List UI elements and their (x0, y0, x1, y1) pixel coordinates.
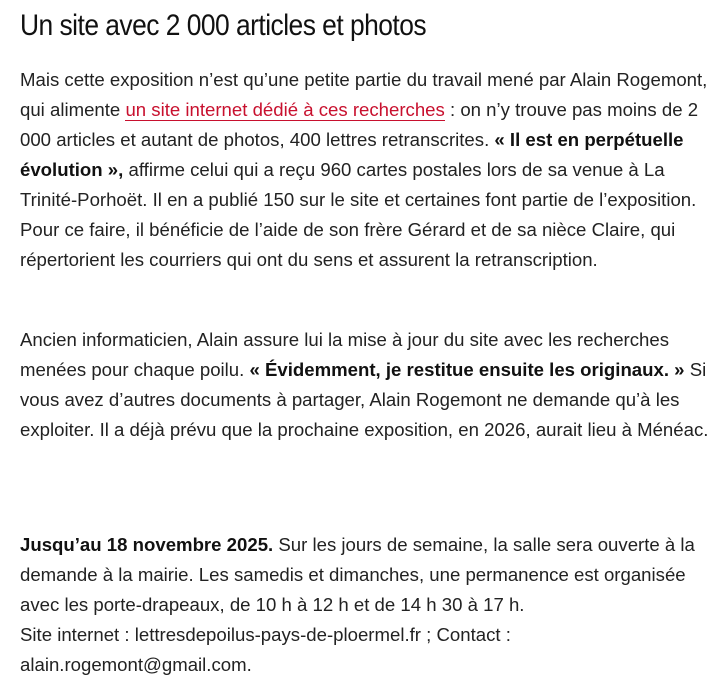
research-site-link[interactable]: un site internet dédié à ces recherches (125, 99, 445, 120)
paragraph-text: affirme celui qui a reçu 960 cartes postales lors de sa venue à La Trinité-Porhoët. Il en a publié 150 sur le site et certaines font partie de l’exposition. Pour ce faire, il bénéficie de l’aide de son frère Gérard et de sa nièce Claire, qui répertorient les courriers qui ont du sens et assurent la retranscription. (20, 159, 697, 270)
paragraph-practical-info (20, 530, 710, 680)
date-info: Jusqu’au 18 novembre 2025. (20, 534, 274, 555)
quote-evolution: « Il est en perpétuelle évolution », (20, 129, 684, 180)
site-contact-line: Site internet : lettresdepoilus-pays-de-ploermel.fr ; Contact : (20, 624, 511, 645)
paragraph-site (20, 65, 710, 275)
section-heading: Un site avec 2 000 articles et photos (20, 9, 427, 42)
article-body (20, 0, 710, 675)
paragraph-text: Si vous avez d’autres documents à partager, Alain Rogemont ne demande qu’à les exploiter. Il a déjà prévu que la prochaine exposition, en 2026, aurait lieu à Ménéac. (20, 359, 709, 440)
quote-originals: « Évidemment, je restitue ensuite les originaux. » (249, 359, 685, 380)
paragraph-text: Sur les jours de semaine, la salle sera ouverte à la demande à la mairie. Les samedis et dimanches, une permanence est organisée avec les porte-drapeaux, de 10 h à 12 h et de 14 h 30 à 17 h. (20, 534, 695, 615)
paragraph-update (20, 325, 710, 445)
paragraph-text: Mais cette exposition n’est qu’une petite partie du travail mené par Alain Rogemont, qui alimente (20, 69, 708, 120)
paragraph-text: Ancien informaticien, Alain assure lui la mise à jour du site avec les recherches menées pour chaque poilu. (20, 329, 670, 380)
paragraph-text: : on n’y trouve pas moins de 2 000 articles et autant de photos, 400 lettres retranscrites. (20, 99, 699, 150)
contact-email: alain.rogemont@gmail.com. (20, 654, 252, 675)
